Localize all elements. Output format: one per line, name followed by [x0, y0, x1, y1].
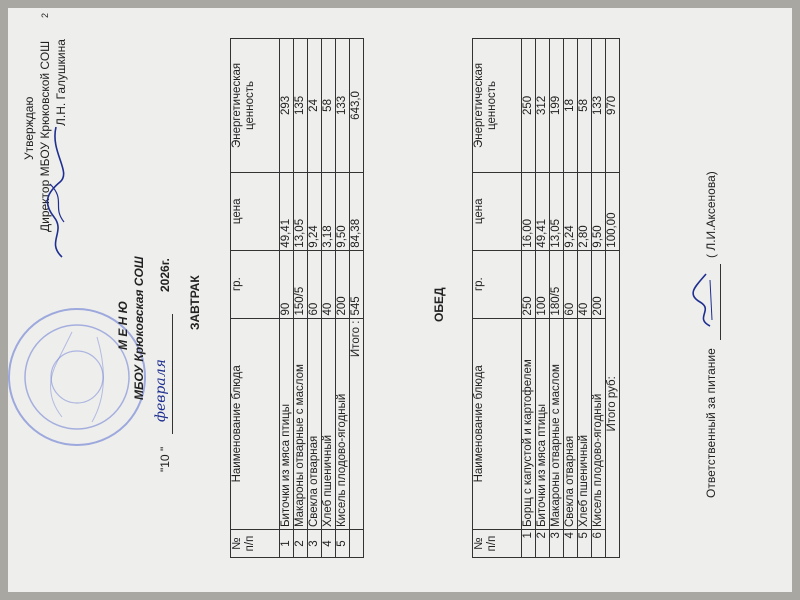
cell-gr: 60	[564, 250, 578, 318]
total-row	[606, 39, 620, 558]
responsible-signature	[690, 270, 718, 330]
approval-title: Утверждаю	[22, 96, 36, 160]
col-gr: гр.	[473, 250, 522, 318]
table-row	[336, 39, 350, 558]
table-row	[536, 39, 550, 558]
cell-energy: 293	[280, 39, 294, 173]
breakfast-title: ЗАВТРАК	[188, 275, 202, 330]
cell-energy: 58	[322, 39, 336, 173]
date-month: февраля	[153, 359, 169, 422]
table-row	[592, 39, 606, 558]
cell-gr: 40	[578, 250, 592, 318]
cell-energy: 133	[592, 39, 606, 173]
col-number: № п/п	[231, 530, 280, 558]
table-row	[550, 39, 564, 558]
approval-line1: Директор МБОУ Крюковской СОШ	[38, 40, 52, 232]
cell-number: 4	[564, 530, 578, 558]
cell-name: Борщ с капустой и картофелем	[522, 318, 536, 529]
total-energy: 643,0	[350, 39, 364, 173]
col-price: цена	[473, 172, 522, 250]
cell-price: 13,05	[294, 172, 308, 250]
approval-line2: Л.Н. Галушкина	[54, 39, 68, 126]
cell-price: 49,41	[536, 172, 550, 250]
cell-number: 2	[294, 530, 308, 558]
total-price: 84,38	[350, 172, 364, 250]
cell-gr: 100	[536, 250, 550, 318]
cell-energy: 24	[308, 39, 322, 173]
signature-line	[720, 264, 721, 340]
total-energy: 970	[606, 39, 620, 173]
cell-name: Свекла отварная	[564, 318, 578, 529]
col-energy: Энергетическая ценность	[231, 39, 280, 173]
cell-gr: 40	[322, 250, 336, 318]
total-label: Итого руб:	[606, 250, 620, 557]
cell-number: 2	[536, 530, 550, 558]
cell-price: 49,41	[280, 172, 294, 250]
cell-price: 3,18	[322, 172, 336, 250]
cell-number: 6	[592, 530, 606, 558]
cell-number: 3	[550, 530, 564, 558]
lunch-table	[472, 38, 620, 558]
cell-gr: 90	[280, 250, 294, 318]
total-gr: 545	[350, 250, 364, 318]
total-price: 100,00	[606, 172, 620, 250]
cell-number: 1	[522, 530, 536, 558]
page-number: 2	[40, 12, 50, 18]
table-row	[322, 39, 336, 558]
date-year: 2026г.	[158, 258, 172, 292]
cell-energy: 250	[522, 39, 536, 173]
cell-gr: 150/5	[294, 250, 308, 318]
cell-name: Хлеб пшеничный	[578, 318, 592, 529]
cell-price: 9,50	[592, 172, 606, 250]
cell-gr: 60	[308, 250, 322, 318]
cell-number: 1	[280, 530, 294, 558]
document-page	[8, 8, 792, 592]
total-row	[350, 39, 364, 558]
school-name: МБОУ Крюковская СОШ	[132, 256, 146, 400]
table-row	[522, 39, 536, 558]
cell-name: Макароны отварные с маслом	[294, 318, 308, 530]
cell-price: 9,24	[564, 172, 578, 250]
cell-price: 2,80	[578, 172, 592, 250]
cell-gr: 200	[336, 250, 350, 318]
responsible-label: Ответственный за питание	[704, 348, 718, 498]
cell-name: Свекла отварная	[308, 318, 322, 530]
table-header-row	[231, 39, 280, 558]
col-name: Наименование блюда	[231, 318, 280, 530]
cell-energy: 199	[550, 39, 564, 173]
cell-empty	[350, 530, 364, 558]
school-stamp	[8, 302, 152, 452]
total-label: Итого :	[350, 318, 364, 530]
col-gr: гр.	[231, 250, 280, 318]
table-row	[294, 39, 308, 558]
cell-name: Хлеб пшеничный	[322, 318, 336, 530]
rotated-sheet	[8, 8, 792, 592]
col-price: цена	[231, 172, 280, 250]
cell-name: Макароны отварные с маслом	[550, 318, 564, 529]
cell-number: 5	[336, 530, 350, 558]
table-row	[280, 39, 294, 558]
cell-number: 4	[322, 530, 336, 558]
cell-energy: 18	[564, 39, 578, 173]
cell-energy: 312	[536, 39, 550, 173]
cell-price: 9,24	[308, 172, 322, 250]
cell-energy: 135	[294, 39, 308, 173]
responsible-name: ( Л.И.Аксенова)	[704, 171, 718, 258]
cell-price: 13,05	[550, 172, 564, 250]
cell-energy: 58	[578, 39, 592, 173]
cell-name: Кисель плодово-ягодный	[592, 318, 606, 529]
col-energy: Энергетическая ценность	[473, 39, 522, 173]
cell-price: 16,00	[522, 172, 536, 250]
cell-name: Биточки из мяса птицы	[280, 318, 294, 530]
menu-title: М Е Н Ю	[116, 300, 130, 350]
cell-gr: 180/5	[550, 250, 564, 318]
cell-name: Биточки из мяса птицы	[536, 318, 550, 529]
date-underline	[172, 314, 173, 434]
breakfast-table	[230, 38, 364, 558]
cell-gr: 250	[522, 250, 536, 318]
cell-name: Кисель плодово-ягодный	[336, 318, 350, 530]
table-row	[308, 39, 322, 558]
table-row	[578, 39, 592, 558]
table-header-row	[473, 39, 522, 558]
cell-price: 9,50	[336, 172, 350, 250]
cell-gr: 200	[592, 250, 606, 318]
cell-energy: 133	[336, 39, 350, 173]
col-name: Наименование блюда	[473, 318, 522, 529]
date-day: "10 "	[158, 446, 172, 472]
cell-number: 3	[308, 530, 322, 558]
lunch-title: ОБЕД	[432, 287, 446, 322]
director-signature	[44, 122, 68, 262]
table-row	[564, 39, 578, 558]
col-number: № п/п	[473, 530, 522, 558]
cell-number: 5	[578, 530, 592, 558]
